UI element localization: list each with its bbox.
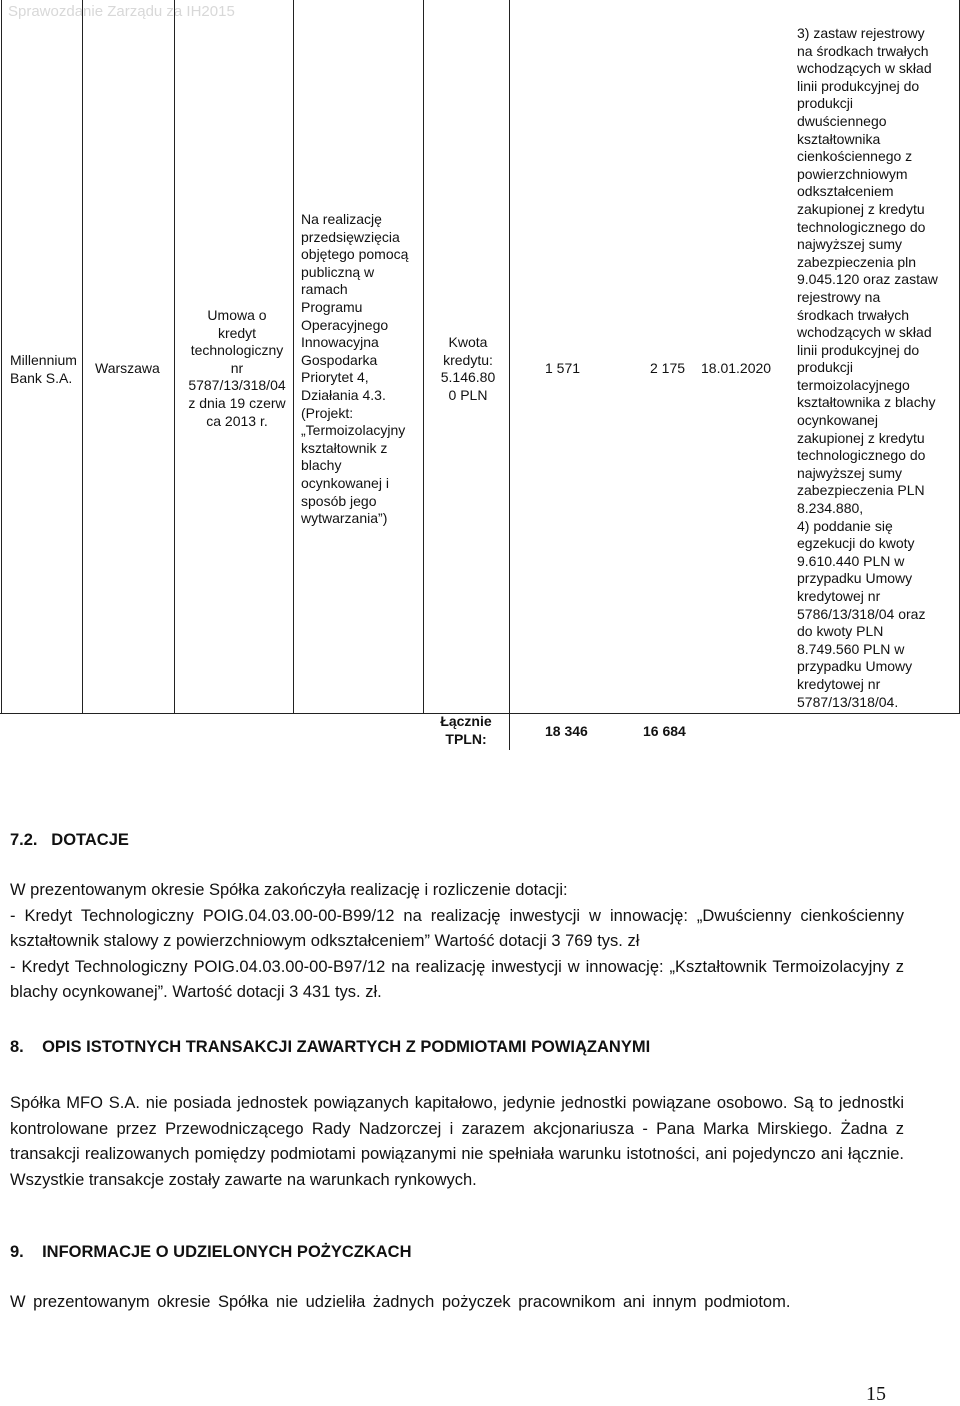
totals-value-1: 18 346	[545, 723, 588, 739]
credit-amount: Kwota kredytu: 5.146.80 0 PLN	[440, 334, 496, 403]
section-heading-8: 8. OPIS ISTOTNYCH TRANSAKCJI ZAWARTYCH Z PODMIOTAMI POWIĄZANYMI	[10, 1038, 651, 1056]
totals-label: Łącznie TPLN:	[440, 713, 492, 747]
purpose: Na realizację przedsięwzięcia objętego pomocą publiczną w ramach Programu Operacyjnego Innowacyjna Gospodarka Priorytet 4, Działania 4.3. (Projekt: „Termoizolacyjny kształtownik z blachy ocynkowanej i sposób jego wytwarzania”)	[301, 211, 409, 527]
agreement: Umowa o kredyt technologiczny nr 5787/13/318/04 z dnia 19 czerw ca 2013 r.	[188, 307, 286, 429]
value-2: 2 175	[650, 360, 686, 376]
table-col-divider	[82, 0, 175, 713]
page-number: 15	[866, 1383, 886, 1405]
city: Warszawa	[95, 360, 160, 376]
section-7-2-text: W prezentowanym okresie Spółka zakończyła realizację i rozliczenie dotacji: - Kredyt Technologiczny POIG.04.03.00-00-B99/12 na realizację inwestycji w innowację: „Dwuścienny cienkościenny kształtownik stalowy z powierzchniowym odkształceniem” Wartość dotacji 3 769 tys. zł - Kredyt Technologiczny POIG.04.03.00-00-B97/12 na realizację inwestycji w innowację: „Kształtownik Termoizolacyjny z blachy ocynkowanej”. Wartość dotacji 3 431 tys. zł.	[10, 881, 904, 1001]
section-heading-9: 9. INFORMACJE O UDZIELONYCH POŻYCZKACH	[10, 1243, 412, 1261]
section-9-text: W prezentowanym okresie Spółka nie udzieliła żadnych pożyczek pracownikom ani innym podmiotom.	[10, 1293, 791, 1311]
bank-name: Millennium Bank S.A.	[10, 352, 77, 386]
security-terms: 3) zastaw rejestrowy na środkach trwałych wchodzących w skład linii produkcyjnej do produkcji dwuściennego kształtownika cienkościennego z powierzchniowym odkształceniem zakupionej z kredytu technologicznego do najwyższej sumy zabezpieczenia pln 9.045.120 oraz zastaw rejestrowy na środkach trwałych wchodzących w skład linii produkcyjnej do produkcji termoizolacyjnego kształtownika z blachy ocynkowanej zakupionej z kredytu technologicznego do najwyższej sumy zabezpieczenia PLN 8.234.880, 4) poddanie się egzekucji do kwoty 9.610.440 PLN w przypadku Umowy kredytowej nr 5786/13/318/04 oraz do kwoty PLN 8.749.560 PLN w przypadku Umowy kredytowej nr 5787/13/318/04.	[797, 25, 938, 710]
maturity-date: 18.01.2020	[701, 360, 772, 376]
value-1: 1 571	[545, 360, 581, 376]
totals-value-2: 16 684	[643, 723, 686, 739]
section-8-text: Spółka MFO S.A. nie posiada jednostek powiązanych kapitałowo, jedynie jednostki powiązane osobowo. Są to jednostki kontrolowane przez Przewodniczącego Rady Nadzorczej i zarazem akcjonariusza - Pana Marka Mirskiego. Żadna z transakcji realizowanych pomiędzy podmiotami powiązanymi nie spełniała warunku istotności, ani pojedynczo ani łącznie. Wszystkie transakcje zostały zawarte na warunkach rynkowych.	[10, 1094, 904, 1189]
running-header: Sprawozdanie Zarządu za IH2015	[8, 3, 235, 20]
section-heading-7-2: 7.2. DOTACJE	[10, 831, 129, 849]
